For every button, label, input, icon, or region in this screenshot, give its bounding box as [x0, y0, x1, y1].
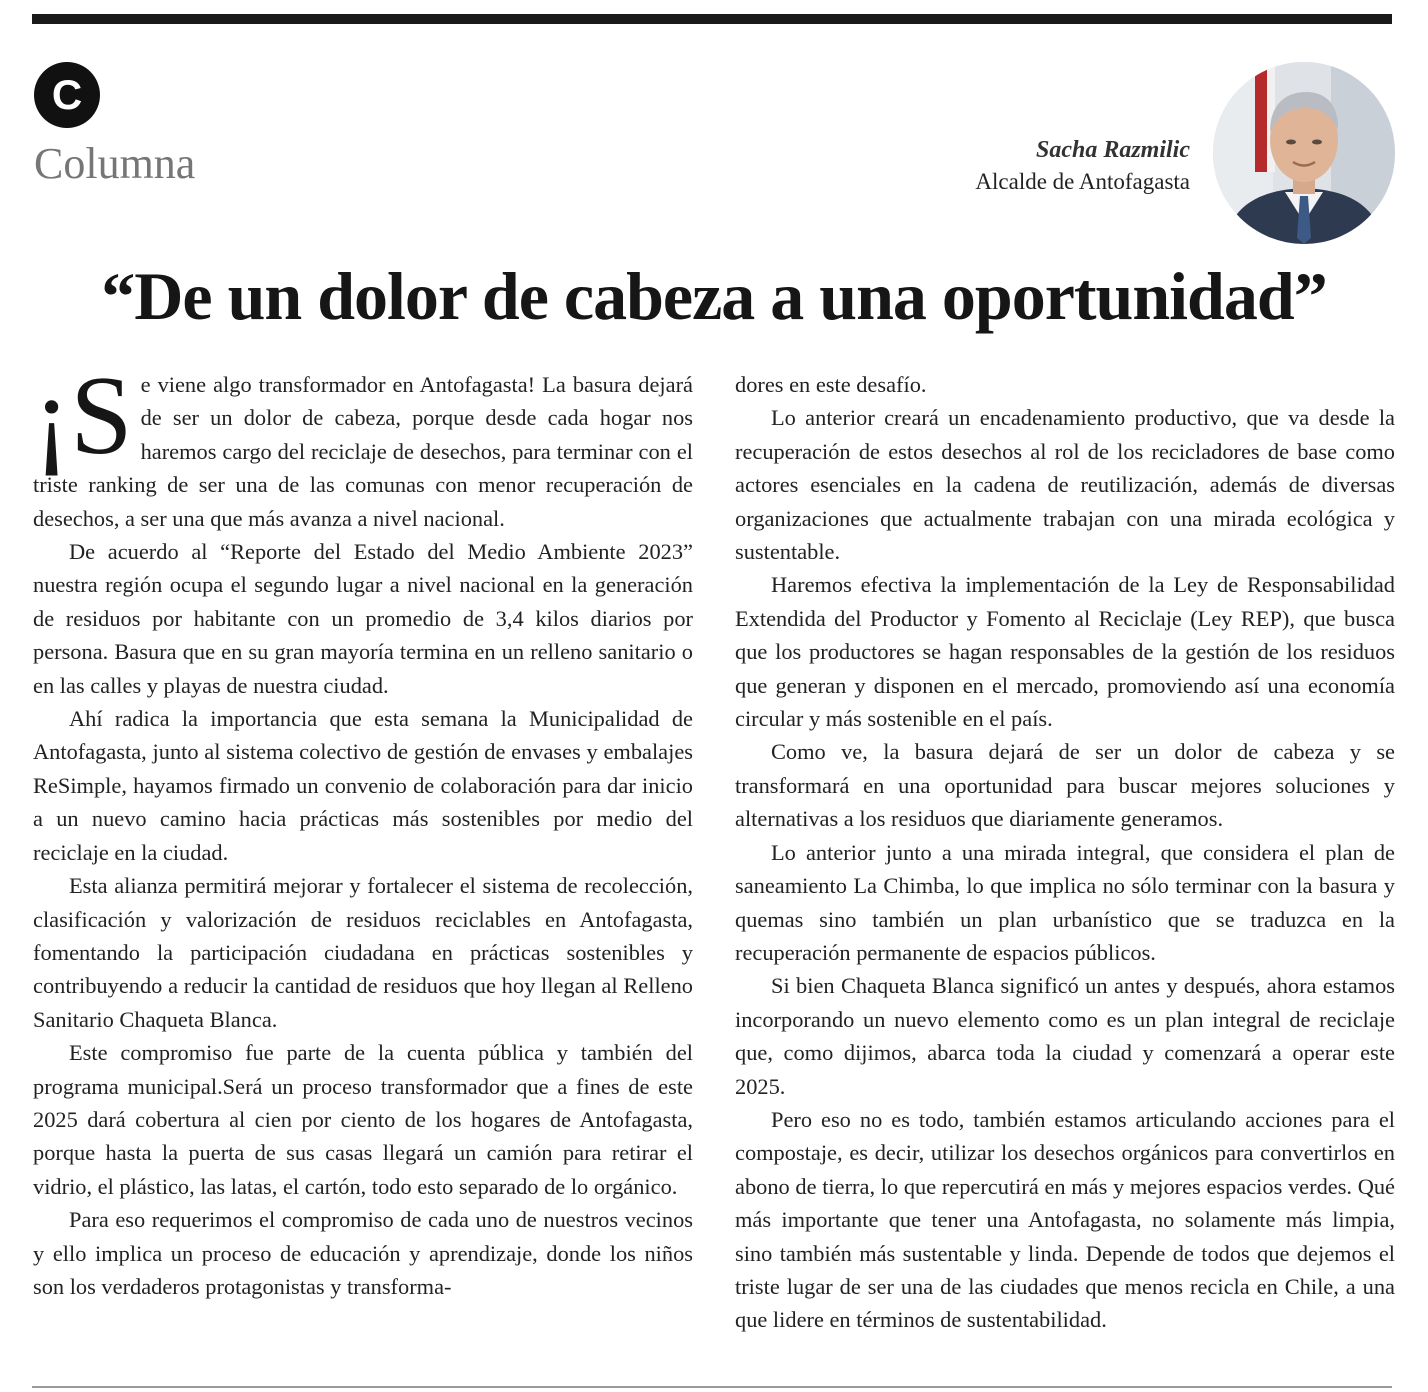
headline: “De un dolor de cabeza a una oportunidad” [101, 258, 1327, 334]
paragraph: Lo anterior junto a una mirada integral, que considera el plan de saneamiento La Chimba, lo que implica no sólo terminar con la basura y quemas sino también un plan urbanístico que se traduzca en la recuperación permanente de espacios públicos. [735, 839, 1395, 965]
paragraph: Si bien Chaqueta Blanca significó un antes y después, ahora estamos incorporando un nuevo elemento como es un plan integral de reciclaje que, como dijimos, abarca toda la ciudad y comenzará a operar este 2025. [735, 973, 1395, 1099]
author-photo [1213, 62, 1395, 244]
paragraph: Este compromiso fue parte de la cuenta pública y también del programa municipal.Será un proceso transformador que a fines de este 2025 dará cobertura al cien por ciento de los hogares de Antofagasta, porque hasta la puerta de sus casas llegará un camión para retirar el vidrio, el plástico, las latas, el cartón, todo esto separado de lo orgánico. [33, 1040, 693, 1199]
author-name: Sacha Razmilic [1035, 137, 1190, 163]
top-rule [32, 14, 1392, 24]
section-badge-letter: C [51, 71, 83, 118]
author-byline [975, 134, 1190, 198]
section-name: Columna [34, 139, 196, 188]
paragraph: Como ve, la basura dejará de ser un dolor de cabeza y se transformará en una oportunidad para buscar mejores soluciones y alternativas a los residuos que diariamente generamos. [735, 739, 1395, 832]
section-badge [34, 62, 100, 128]
article-column-left [33, 354, 693, 1303]
paragraph: Ahí radica la importancia que esta semana la Municipalidad de Antofagasta, junto al sistema colectivo de gestión de envases y embalajes ReSimple, hayamos firmado un convenio de colaboración para dar inicio a un nuevo camino hacia prácticas más sostenibles por medio del reciclaje en la ciudad. [33, 706, 693, 865]
paragraph-text: e viene algo transformador en Antofagasta! La basura dejará de ser un dolor de cabeza, porque desde cada hogar nos haremos cargo del reciclaje de desechos, para terminar con el triste ranking de ser una de las comunas con menor recuperación de desechos, a ser una que más avanza a nivel nacional. [33, 372, 693, 531]
paragraph: dores en este desafío. [735, 372, 927, 397]
author-role: Alcalde de Antofagasta [975, 169, 1190, 194]
article-column-right [735, 368, 1395, 1337]
drop-cap: ¡S [33, 354, 133, 478]
author-portrait-image [1213, 62, 1395, 244]
paragraph: Pero eso no es todo, también estamos articulando acciones para el compostaje, es decir, utilizar los desechos orgánicos para convertirlos en abono de tierra, lo que repercutirá en más y mejores espacios verdes. Qué más importante que tener una Antofagasta, no solamente más limpia, sino también más sustentable y linda. Depende de todos que dejemos el triste lugar de ser una de las ciudades que menos recicla en Chile, a una que lidere en términos de sustentabilidad. [735, 1106, 1395, 1333]
bottom-rule [32, 1386, 1392, 1388]
paragraph: Para eso requerimos el compromiso de cada uno de nuestros vecinos y ello implica un proceso de educación y aprendizaje, donde los niños son los verdaderos protagonistas y transforma- [33, 1207, 693, 1299]
paragraph: De acuerdo al “Reporte del Estado del Medio Ambiente 2023” nuestra región ocupa el segundo lugar a nivel nacional en la generación de residuos por habitante con un promedio de 3,4 kilos diarios por persona. Basura que en su gran mayoría termina en un relleno sanitario o en las calles y playas de nuestra ciudad. [33, 539, 693, 698]
paragraph: Esta alianza permitirá mejorar y fortalecer el sistema de recolección, clasificación y valorización de residuos reciclables en Antofagasta, fomentando la participación ciudadana en prácticas sostenibles y contribuyendo a reducir la cantidad de residuos que hoy llegan al Relleno Sanitario Chaqueta Blanca. [33, 873, 693, 1032]
paragraph: Lo anterior creará un encadenamiento productivo, que va desde la recuperación de estos desechos al rol de los recicladores de base como actores esenciales en la cadena de reutilización, además de diversas organizaciones que actualmente trabajan con una mirada ecológica y sustentable. [735, 405, 1395, 565]
paragraph: Haremos efectiva la implementación de la Ley de Responsabilidad Extendida del Productor y Fomento al Reciclaje (Ley REP), que busca que los productores se hagan responsables de la gestión de los residuos que generan y disponen en el mercado, promoviendo así una economía circular y más sostenible en el país. [735, 572, 1395, 732]
paragraph [33, 354, 693, 535]
